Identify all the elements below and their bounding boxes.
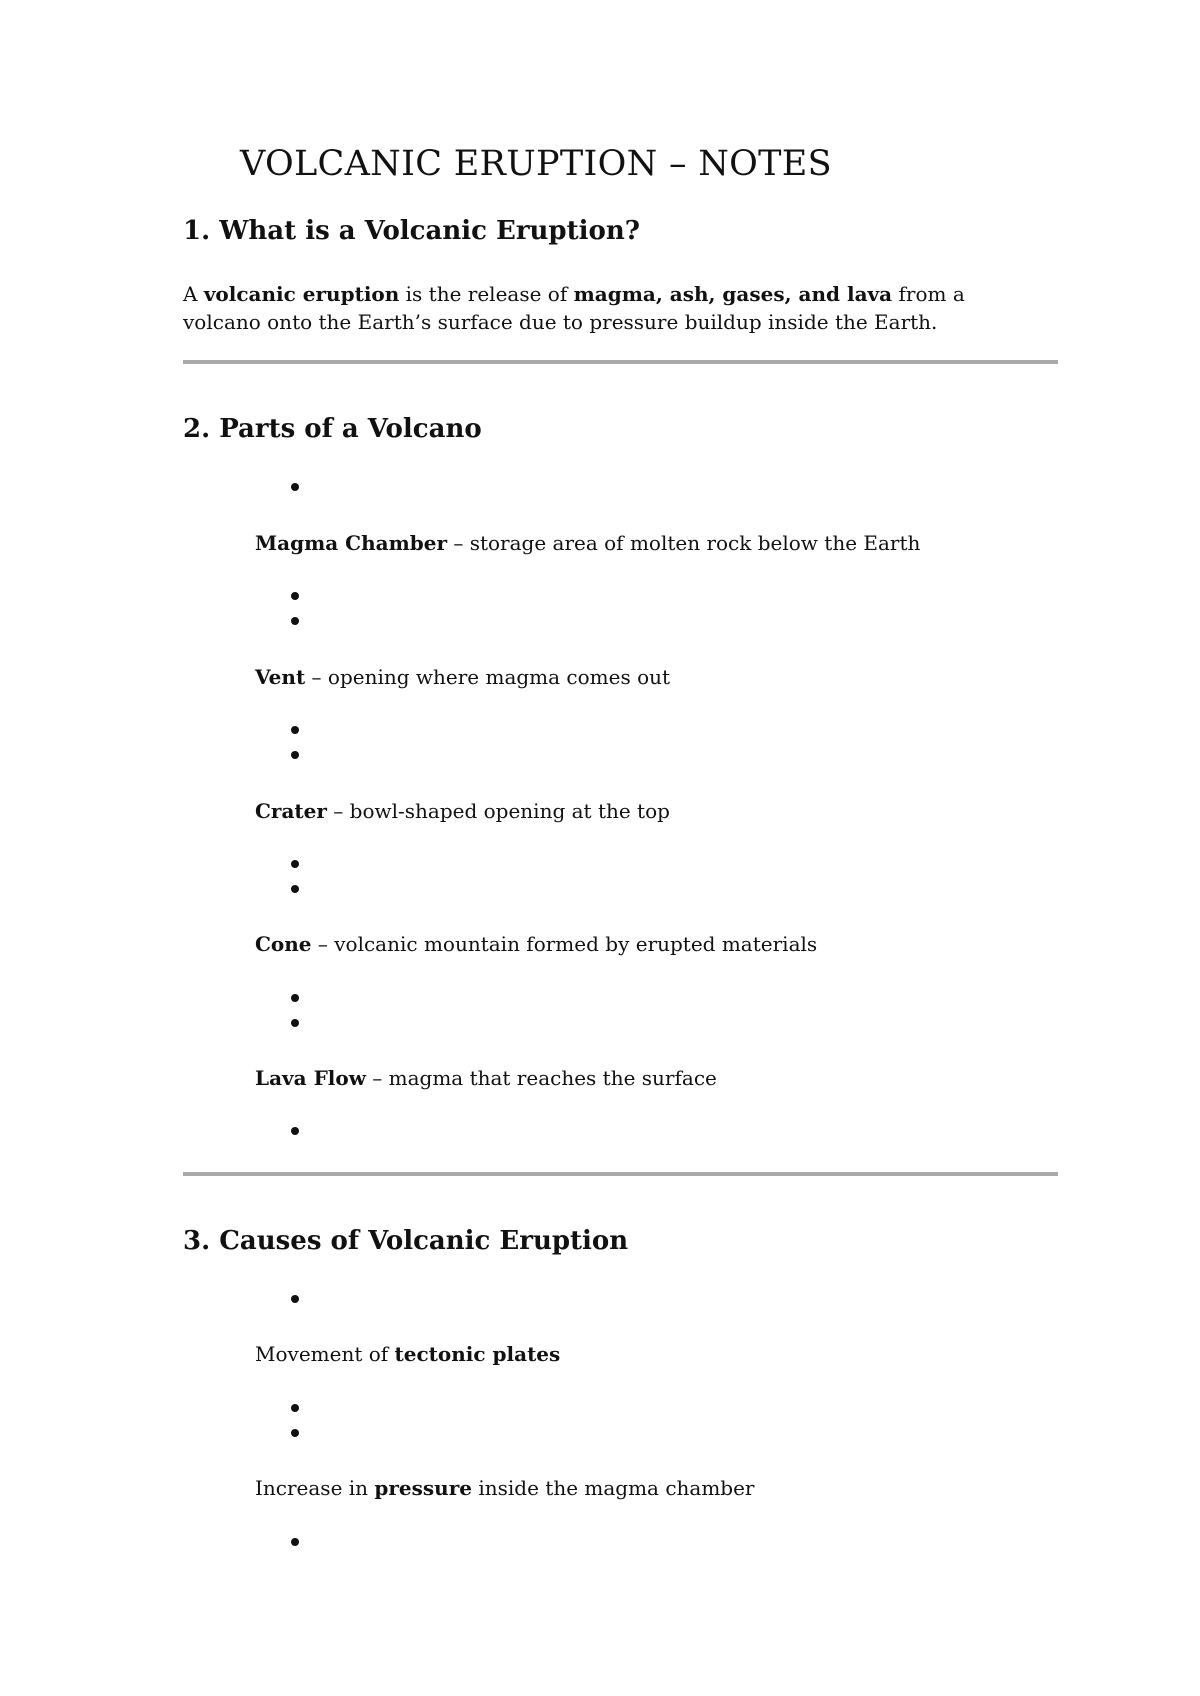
list-bullet: [291, 483, 299, 491]
item-desc: – storage area of molten rock below the Earth: [447, 531, 921, 555]
divider: [183, 360, 1058, 364]
item-pre: Increase in: [255, 1476, 375, 1500]
item-desc: – magma that reaches the surface: [365, 1066, 717, 1090]
section-1-paragraph: [183, 280, 1043, 336]
section-3-heading: 3. Causes of Volcanic Eruption: [183, 1226, 629, 1256]
item-bold: pressure: [374, 1476, 472, 1500]
item-post: inside the magma chamber: [471, 1476, 755, 1500]
item-desc: – bowl-shaped opening at the top: [326, 799, 670, 823]
list-item-cone: [255, 930, 817, 958]
divider: [183, 1172, 1058, 1176]
list-bullet: [291, 617, 299, 625]
list-bullet: [291, 1538, 299, 1546]
item-term: Crater: [255, 799, 327, 823]
list-bullet: [291, 994, 299, 1002]
list-bullet: [291, 885, 299, 893]
list-bullet: [291, 1429, 299, 1437]
para-text: from a volcano onto the Earth’s surface due to pressure buildup inside the Earth.: [183, 282, 965, 334]
list-bullet: [291, 592, 299, 600]
list-bullet: [291, 1404, 299, 1412]
list-item-pressure: [255, 1474, 755, 1502]
item-term: Magma Chamber: [255, 531, 447, 555]
list-bullet: [291, 1127, 299, 1135]
item-bold: tectonic plates: [394, 1342, 561, 1366]
list-item-tectonic-plates: [255, 1340, 560, 1368]
item-term: Cone: [255, 932, 312, 956]
section-1-heading: 1. What is a Volcanic Eruption?: [183, 216, 640, 246]
document-title: VOLCANIC ERUPTION – NOTES: [240, 144, 832, 184]
para-bold: volcanic eruption: [203, 282, 400, 306]
list-bullet: [291, 751, 299, 759]
item-desc: – volcanic mountain formed by erupted materials: [311, 932, 818, 956]
para-bold: magma, ash, gases, and lava: [573, 282, 893, 306]
list-item-magma-chamber: [255, 529, 920, 557]
item-desc: – opening where magma comes out: [305, 665, 671, 689]
list-bullet: [291, 1295, 299, 1303]
item-term: Vent: [255, 665, 306, 689]
list-item-crater: [255, 797, 670, 825]
list-bullet: [291, 860, 299, 868]
para-text: A: [183, 282, 204, 306]
list-item-lava-flow: [255, 1064, 717, 1092]
list-bullet: [291, 1019, 299, 1027]
list-bullet: [291, 726, 299, 734]
section-2-heading: 2. Parts of a Volcano: [183, 414, 482, 444]
item-pre: Movement of: [255, 1342, 395, 1366]
para-text: is the release of: [399, 282, 574, 306]
item-term: Lava Flow: [255, 1066, 366, 1090]
list-item-vent: [255, 663, 670, 691]
